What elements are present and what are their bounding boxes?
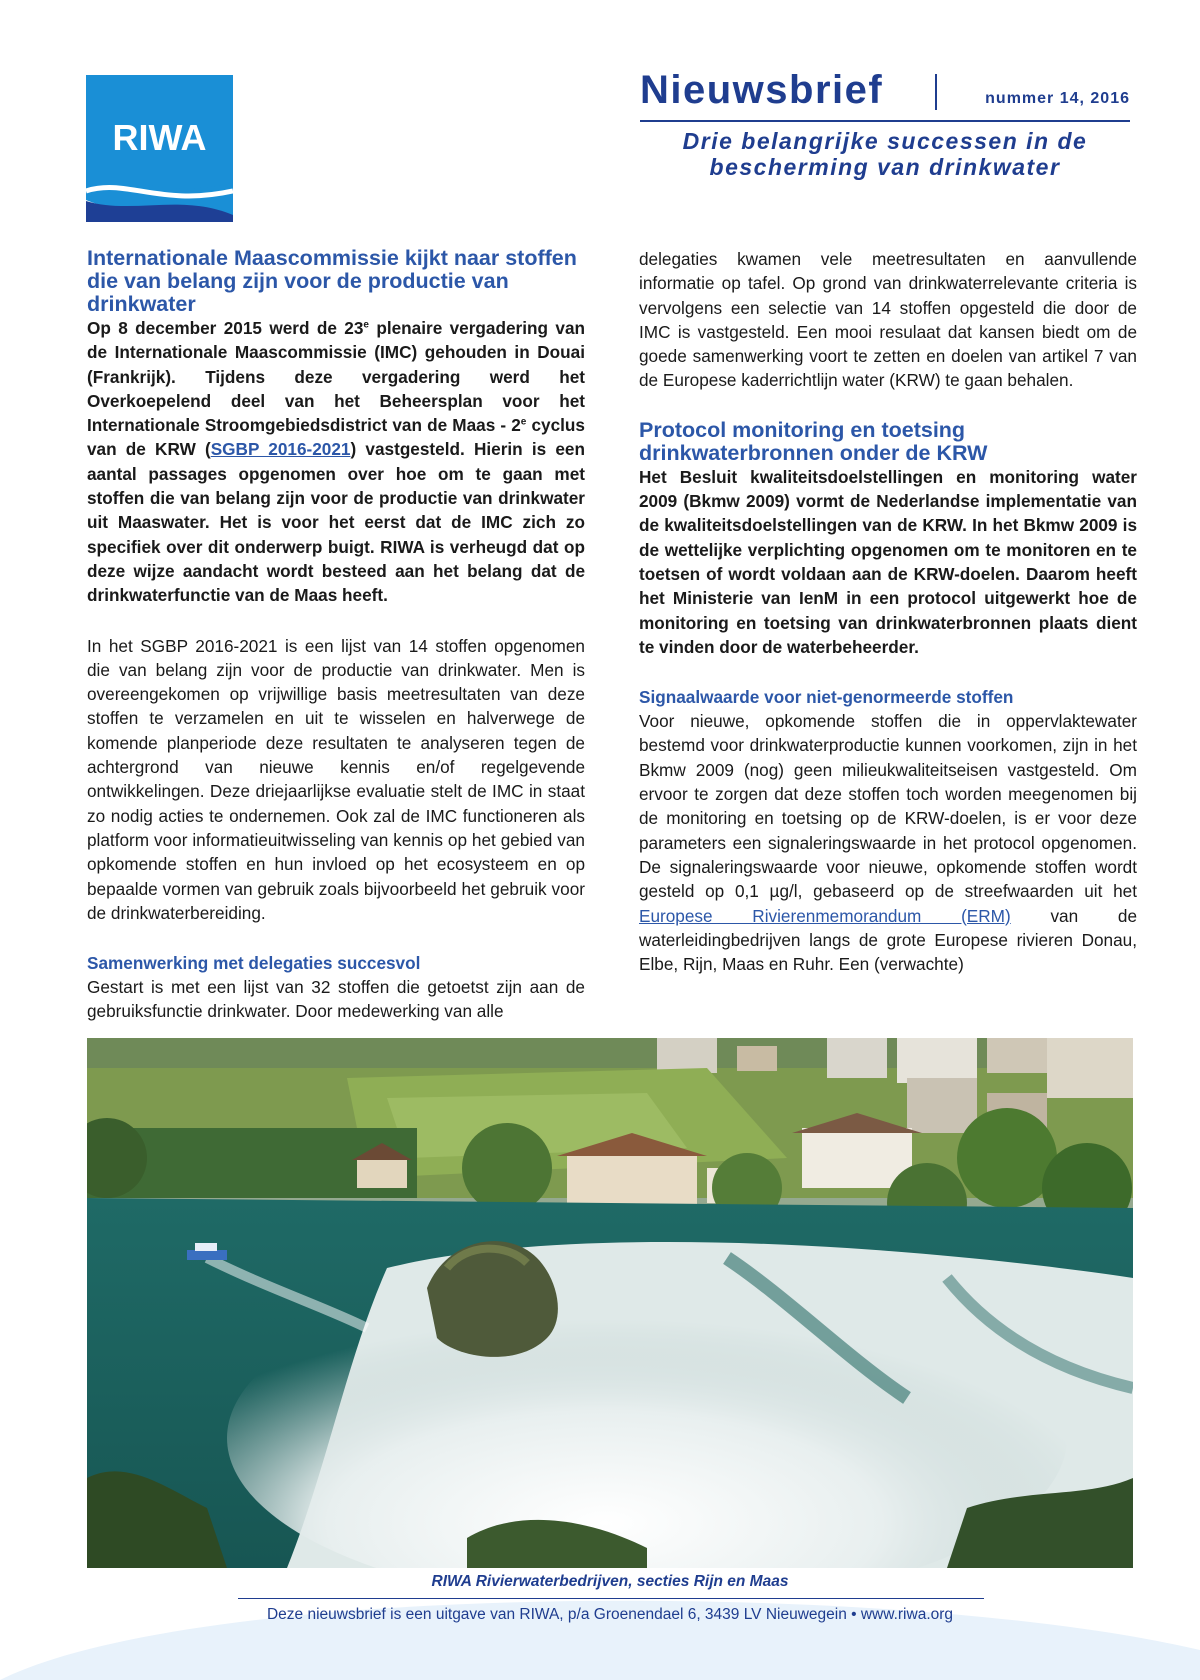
right-column — [639, 247, 1137, 976]
waterfall-image — [87, 1038, 1133, 1568]
newsletter-title: Nieuwsbrief — [640, 68, 884, 112]
body-text: Voor nieuwe, opkomende stoffen die in oppervlaktewater bestemd voor drinkwaterproductie kunnen voorkomen, zijn in het Bkmw 2009 (nog) geen milieukwaliteitseisen vastgesteld. Om ervoor te zorgen dat deze stoffen toch worden meegenomen bij de monitoring en toetsing op de KRW-doelen, is er voor deze parameters een signaleringswaarde in het protocol opgenomen. De signaleringswaarde voor nieuwe, opkomende stoffen wordt gesteld op 0,1 µg/l, gebaseerd op de streefwaarden uit het — [639, 711, 1137, 902]
superscript: e — [520, 416, 527, 428]
lead-text: cyclus van de KRW ( — [87, 415, 585, 460]
left-column — [87, 247, 585, 1024]
footer-address: Deze nieuwsbrief is een uitgave van RIWA, p/a Groenendael 6, 3439 LV Nieuwegein • www.riwa.org — [266, 1606, 954, 1623]
lead-text: ) vastgesteld. Hierin is een aantal passages opgenomen over hoe om te gaan met stoffen die van belang zijn voor de productie van drinkwater uit Maaswater. Het is voor het eerst dat de IMC zich zo specifiek over dit onderwerp buigt. RIWA is verheugd dat op deze wijze aandacht wordt besteed aan het belang dat de drinkwaterfunctie van de Maas heeft. — [87, 439, 585, 606]
article-1-heading: Internationale Maascommissie kijkt naar stoffen die van belang zijn voor de productie van drinkwater — [87, 246, 577, 316]
lead-text: plenaire vergadering van de Internationale Maascommissie (IMC) gehouden in Douai (Frankrijk). Tijdens deze vergadering werd het Overkoepelend deel van het Beheersplan voor het Internationale Stroomgebiedsdistrict van de Maas - 2 — [87, 318, 585, 436]
article-2-subheading: Signaalwaarde voor niet-genormeerde stoffen — [639, 687, 1014, 708]
article-1-sub-body: Gestart is met een lijst van 32 stoffen die getoetst zijn aan de gebruiksfunctie drinkwater. Door medewerking van alle — [87, 977, 585, 1022]
subtitle-line-1: Drie belangrijke successen in de — [682, 128, 1088, 154]
article-2-body — [639, 709, 1137, 976]
article-1-continued: delegaties kwamen vele meetresultaten en aanvullende informatie op tafel. Op grond van drinkwaterrelevante criteria is vervolgens een selectie van 14 stoffen opgesteld die door de IMC is vastgesteld. Een mooi resulaat dat kansen biedt om de goede samenwerking voort te zetten en doelen van artikel 7 van de Europese kaderrichtlijn water (KRW) te gaan behalen. — [639, 249, 1137, 391]
newsletter-subtitle — [640, 128, 1130, 180]
riwa-logo — [86, 75, 233, 222]
superscript: e — [363, 319, 369, 331]
article-2-lead: Het Besluit kwaliteitsdoelstellingen en monitoring water 2009 (Bkmw 2009) vormt de Nederlandse implementatie van de kwaliteitsdoelstellingen van de KRW. In het Bkmw 2009 is de wettelijke verplichting opgenomen om te monitoren en te toetsen of wordt voldaan aan de KRW-doelen. Daarom heeft het Ministerie van IenM in een protocol uitgewerkt hoe de monitoring en toetsing van drinkwaterbronnen plaats dient te vinden door de waterbeheerder. — [639, 466, 1137, 657]
article-2-heading: Protocol monitoring en toetsing drinkwaterbronnen onder de KRW — [639, 417, 988, 465]
logo-text: RIWA — [112, 117, 207, 158]
body-text: van de waterleidingbedrijven langs de grote Europese rivieren Donau, Elbe, Rijn, Maas en Ruhr. Een (verwachte) — [639, 905, 1137, 975]
footer-organisation: RIWA Rivierwaterbedrijven, secties Rijn en Maas — [431, 1573, 789, 1590]
masthead-rule — [640, 120, 1130, 122]
erm-link[interactable]: Europese Rivierenmemorandum (ERM) — [639, 905, 1011, 926]
title-separator — [935, 74, 937, 110]
sgbp-link[interactable]: SGBP 2016-2021 — [210, 439, 351, 460]
waterfall-photo — [87, 1038, 1133, 1568]
footer-rule — [238, 1598, 984, 1599]
lead-text: Op 8 december 2015 werd de 23 — [87, 318, 364, 338]
subtitle-line-2: bescherming van drinkwater — [709, 154, 1061, 180]
article-1-subheading: Samenwerking met delegaties succesvol — [87, 953, 421, 974]
issue-number: nummer 14, 2016 — [985, 90, 1130, 107]
article-1-body: In het SGBP 2016-2021 is een lijst van 14 stoffen opgenomen die van belang zijn voor de productie van drinkwater. Men is overeengekomen op vrijwillige basis meetresultaten van deze stoffen te verzamelen en uit te wisselen en halverwege de komende planperiode deze resultaten te analyseren tegen de achtergrond van nieuwe kennis en/of regelgevende ontwikkelingen. Deze driejaarlijkse evaluatie stelt de IMC in staat zo nodig acties te ondernemen. Ook zal de IMC functioneren als platform voor informatieuitwisseling van kennis op het gebied van opkomende stoffen en hun invloed op het ecosysteem en op bepaalde vormen van gebruik zoals bijvoorbeeld het gebruik voor de drinkwaterbereiding. — [87, 635, 585, 923]
article-1-lead — [87, 316, 585, 608]
